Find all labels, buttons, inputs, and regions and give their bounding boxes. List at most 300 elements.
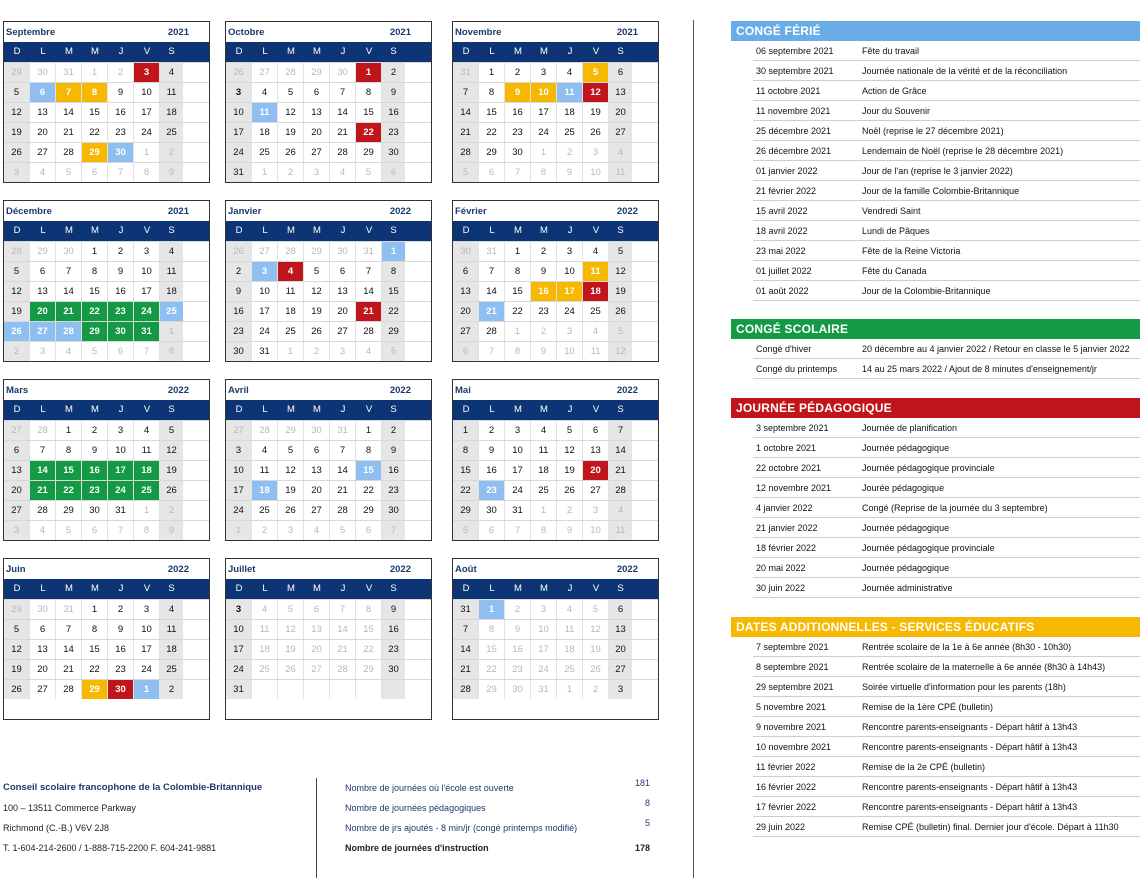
day-cell: 6 xyxy=(453,262,479,281)
day-cell: 27 xyxy=(583,481,609,500)
month-calendar-3 xyxy=(3,200,210,362)
day-cell: 30 xyxy=(382,143,405,162)
day-cell: 23 xyxy=(531,302,557,321)
day-cell: 9 xyxy=(557,163,583,182)
day-cell: 6 xyxy=(4,441,30,460)
day-cell: 2 xyxy=(531,242,557,261)
event-description: Jourée pédagogique xyxy=(862,483,945,493)
day-cell: 2 xyxy=(278,163,304,182)
day-cell: 3 xyxy=(531,63,557,82)
day-cell: 12 xyxy=(278,461,304,480)
day-cell: 7 xyxy=(134,342,160,361)
day-cell: 24 xyxy=(531,123,557,142)
day-cell: 13 xyxy=(30,282,56,301)
day-cell: 5 xyxy=(278,83,304,102)
day-cell: 30 xyxy=(226,342,252,361)
event-date: Congé du printemps xyxy=(756,364,838,374)
event-row xyxy=(753,141,1140,161)
day-cell: 4 xyxy=(252,600,278,619)
event-date: 18 février 2022 xyxy=(756,543,817,553)
day-cell: 23 xyxy=(108,302,134,321)
event-date: 22 octobre 2021 xyxy=(756,463,822,473)
day-cell: 8 xyxy=(531,521,557,540)
weekday-label: M xyxy=(514,46,522,57)
day-cell: 5 xyxy=(583,63,609,82)
day-cell: 2 xyxy=(505,63,531,82)
stat-value: 8 xyxy=(644,798,650,808)
day-cell: 22 xyxy=(82,660,108,679)
weekday-label: L xyxy=(40,225,46,236)
stat-row xyxy=(345,780,650,800)
month-year: 2022 xyxy=(389,563,411,575)
calendar-grid xyxy=(0,0,680,720)
day-cell: 28 xyxy=(56,322,82,341)
day-cell: 19 xyxy=(278,640,304,659)
day-cell: 7 xyxy=(108,163,134,182)
week-row xyxy=(4,440,209,460)
day-cell: 23 xyxy=(82,481,108,500)
stat-label: Nombre de journées où l'école est ouverte xyxy=(345,783,514,793)
day-cell: 11 xyxy=(583,342,609,361)
day-cell: 4 xyxy=(531,421,557,440)
weekday-label: S xyxy=(617,225,624,236)
event-date: Congé d'hiver xyxy=(756,344,812,354)
event-row xyxy=(753,777,1140,797)
day-cell: 10 xyxy=(134,620,160,639)
day-cell: 4 xyxy=(609,143,632,162)
day-cell: 8 xyxy=(382,262,405,281)
week-row xyxy=(226,659,431,679)
weekday-label: V xyxy=(365,404,373,415)
event-date: 18 avril 2022 xyxy=(756,226,808,236)
day-cell: 4 xyxy=(160,600,183,619)
day-cell: 3 xyxy=(4,521,30,540)
day-cell: 2 xyxy=(108,242,134,261)
day-cell: 11 xyxy=(557,83,583,102)
event-row xyxy=(753,121,1140,141)
day-cell: 6 xyxy=(30,83,56,102)
day-cell: 10 xyxy=(557,262,583,281)
day-cell: 14 xyxy=(330,620,356,639)
day-cell: 23 xyxy=(382,123,405,142)
event-lists xyxy=(731,0,1140,891)
week-row xyxy=(4,62,209,82)
weekday-label: M xyxy=(287,583,295,594)
week-row xyxy=(453,500,658,520)
day-cell: 6 xyxy=(356,521,382,540)
day-cell: 10 xyxy=(226,461,252,480)
month-year: 2022 xyxy=(167,384,189,396)
day-cell: 1 xyxy=(82,63,108,82)
weekday-label: S xyxy=(390,404,397,415)
day-cell: 26 xyxy=(4,322,30,341)
month-year: 2022 xyxy=(167,563,189,575)
day-cell: 29 xyxy=(382,322,405,341)
day-cell: 1 xyxy=(56,421,82,440)
day-cell: 1 xyxy=(278,342,304,361)
day-cell: 17 xyxy=(134,640,160,659)
day-cell: 23 xyxy=(108,123,134,142)
day-cell: 17 xyxy=(252,302,278,321)
event-date: 11 novembre 2021 xyxy=(756,106,831,116)
day-cell: 31 xyxy=(56,600,82,619)
event-date: 3 septembre 2021 xyxy=(756,423,829,433)
day-cell: 28 xyxy=(453,143,479,162)
weekday-label: L xyxy=(262,583,268,594)
day-cell: 15 xyxy=(505,282,531,301)
day-cell: 27 xyxy=(30,322,56,341)
day-count-summary xyxy=(345,780,650,860)
day-cell: 4 xyxy=(252,83,278,102)
weekday-label: S xyxy=(168,46,175,57)
weekday-header xyxy=(226,400,431,420)
weekday-label: S xyxy=(168,225,175,236)
month-calendar-10 xyxy=(225,558,432,720)
day-cell: 14 xyxy=(453,103,479,122)
day-cell: 5 xyxy=(557,421,583,440)
day-cell: 3 xyxy=(108,421,134,440)
footer-divider xyxy=(316,778,317,878)
day-cell: 29 xyxy=(4,600,30,619)
event-section-0 xyxy=(731,21,1140,301)
event-row xyxy=(753,737,1140,757)
weekday-label: S xyxy=(390,46,397,57)
day-cell: 24 xyxy=(505,481,531,500)
day-cell: 8 xyxy=(505,262,531,281)
day-cell: 4 xyxy=(356,342,382,361)
day-cell: 19 xyxy=(4,660,30,679)
weekday-label: M xyxy=(65,404,73,415)
weekday-label: J xyxy=(118,46,124,57)
day-cell: 29 xyxy=(82,143,108,162)
day-cell: 25 xyxy=(531,481,557,500)
day-cell: 9 xyxy=(479,441,505,460)
day-cell: 24 xyxy=(252,322,278,341)
day-cell: 3 xyxy=(583,143,609,162)
day-cell: 8 xyxy=(160,342,183,361)
day-cell: 26 xyxy=(583,660,609,679)
day-cell: 12 xyxy=(278,620,304,639)
day-cell: 2 xyxy=(505,600,531,619)
week-row xyxy=(453,659,658,679)
day-cell: 17 xyxy=(557,282,583,301)
day-cell: 9 xyxy=(108,262,134,281)
weekday-label: M xyxy=(287,404,295,415)
day-cell: 6 xyxy=(304,600,330,619)
day-cell: 12 xyxy=(304,282,330,301)
event-date: 01 janvier 2022 xyxy=(756,166,818,176)
day-cell: 19 xyxy=(557,461,583,480)
day-cell: 8 xyxy=(134,521,160,540)
day-cell: 20 xyxy=(304,481,330,500)
day-cell: 23 xyxy=(505,123,531,142)
day-cell: 2 xyxy=(557,143,583,162)
month-title xyxy=(4,201,209,221)
day-cell: 29 xyxy=(304,63,330,82)
weekday-label: M xyxy=(514,225,522,236)
day-cell: 3 xyxy=(278,521,304,540)
weekday-label: L xyxy=(40,583,46,594)
week-row xyxy=(226,679,431,699)
event-date: 12 novembre 2021 xyxy=(756,483,832,493)
day-cell: 14 xyxy=(56,282,82,301)
event-date: 8 septembre 2021 xyxy=(756,662,829,672)
day-cell: 30 xyxy=(30,600,56,619)
day-cell: 19 xyxy=(583,640,609,659)
day-cell: 29 xyxy=(479,680,505,699)
stat-row xyxy=(345,840,650,860)
event-description: Action de Grâce xyxy=(862,86,927,96)
day-cell: 28 xyxy=(278,63,304,82)
day-cell: 11 xyxy=(583,262,609,281)
day-cell: 26 xyxy=(609,302,632,321)
day-cell: 14 xyxy=(30,461,56,480)
day-cell: 20 xyxy=(304,640,330,659)
weekday-label: D xyxy=(462,583,470,594)
day-cell xyxy=(252,680,278,699)
day-cell: 6 xyxy=(583,421,609,440)
weekday-label: D xyxy=(235,225,243,236)
day-cell: 18 xyxy=(160,640,183,659)
day-cell: 7 xyxy=(56,262,82,281)
day-cell: 9 xyxy=(382,600,405,619)
event-section-1 xyxy=(731,319,1140,379)
day-cell: 7 xyxy=(30,441,56,460)
day-cell: 5 xyxy=(382,342,405,361)
weekday-header xyxy=(4,400,209,420)
day-cell: 13 xyxy=(30,640,56,659)
day-cell: 17 xyxy=(226,640,252,659)
day-cell: 6 xyxy=(382,163,405,182)
day-cell: 30 xyxy=(56,242,82,261)
stat-label: Nombre de journées d'instruction xyxy=(345,843,489,853)
day-cell: 29 xyxy=(356,143,382,162)
day-cell: 19 xyxy=(609,282,632,301)
event-description: Journée pédagogique provinciale xyxy=(862,543,995,553)
month-calendar-6 xyxy=(3,379,210,541)
weekday-label: D xyxy=(13,404,21,415)
week-row xyxy=(226,261,431,281)
day-cell: 7 xyxy=(330,441,356,460)
day-cell: 16 xyxy=(505,640,531,659)
day-cell: 11 xyxy=(134,441,160,460)
event-description: Journée administrative xyxy=(862,583,953,593)
event-description: Journée nationale de la vérité et de la réconciliation xyxy=(862,66,1068,76)
week-row xyxy=(4,281,209,301)
day-cell: 29 xyxy=(356,501,382,520)
week-row xyxy=(4,261,209,281)
day-cell xyxy=(356,680,382,699)
weekday-label: L xyxy=(262,46,268,57)
day-cell: 26 xyxy=(583,123,609,142)
week-row xyxy=(4,102,209,122)
day-cell: 31 xyxy=(226,680,252,699)
day-cell: 25 xyxy=(252,143,278,162)
day-cell: 8 xyxy=(479,83,505,102)
day-cell: 27 xyxy=(252,242,278,261)
day-cell: 10 xyxy=(226,620,252,639)
month-calendar-5 xyxy=(452,200,659,362)
day-cell: 6 xyxy=(609,63,632,82)
day-cell: 23 xyxy=(382,481,405,500)
week-row xyxy=(453,460,658,480)
week-row xyxy=(4,599,209,619)
day-cell: 28 xyxy=(330,501,356,520)
event-row xyxy=(753,201,1140,221)
week-row xyxy=(4,162,209,182)
day-cell: 4 xyxy=(252,441,278,460)
day-cell: 24 xyxy=(134,123,160,142)
month-name: Janvier xyxy=(228,205,262,217)
day-cell: 11 xyxy=(160,83,183,102)
day-cell: 3 xyxy=(226,600,252,619)
day-cell: 1 xyxy=(557,680,583,699)
day-cell: 27 xyxy=(609,123,632,142)
stat-row xyxy=(345,800,650,820)
day-cell xyxy=(330,680,356,699)
month-title xyxy=(4,559,209,579)
week-row xyxy=(453,321,658,341)
day-cell: 12 xyxy=(557,441,583,460)
day-cell: 10 xyxy=(505,441,531,460)
day-cell: 3 xyxy=(505,421,531,440)
day-cell: 27 xyxy=(4,501,30,520)
day-cell: 18 xyxy=(583,282,609,301)
weekday-label: M xyxy=(91,46,99,57)
weekday-label: V xyxy=(143,404,151,415)
day-cell: 31 xyxy=(479,242,505,261)
week-row xyxy=(4,301,209,321)
week-row xyxy=(4,639,209,659)
day-cell: 18 xyxy=(252,123,278,142)
weekday-label: M xyxy=(313,46,321,57)
day-cell: 22 xyxy=(479,123,505,142)
day-cell xyxy=(382,680,405,699)
day-cell: 5 xyxy=(453,163,479,182)
event-description: Rentrée scolaire de la 1e à 6e année (8h30 - 10h30) xyxy=(862,642,1072,652)
day-cell: 1 xyxy=(505,242,531,261)
day-cell: 21 xyxy=(453,660,479,679)
event-row xyxy=(753,81,1140,101)
day-cell: 10 xyxy=(531,83,557,102)
day-cell: 12 xyxy=(160,441,183,460)
event-date: 01 août 2022 xyxy=(756,286,809,296)
weekday-label: J xyxy=(118,404,124,415)
day-cell: 21 xyxy=(356,302,382,321)
day-cell: 2 xyxy=(557,501,583,520)
day-cell: 7 xyxy=(453,83,479,102)
day-cell: 15 xyxy=(479,640,505,659)
day-cell: 15 xyxy=(382,282,405,301)
day-cell: 3 xyxy=(134,600,160,619)
day-cell: 17 xyxy=(134,103,160,122)
day-cell: 30 xyxy=(330,63,356,82)
event-description: Lendemain de Noël (reprise le 28 décembre 2021) xyxy=(862,146,1064,156)
day-cell: 3 xyxy=(609,680,632,699)
day-cell: 4 xyxy=(557,63,583,82)
day-cell: 2 xyxy=(82,421,108,440)
day-cell: 16 xyxy=(382,461,405,480)
day-cell: 24 xyxy=(557,302,583,321)
day-cell: 9 xyxy=(108,620,134,639)
week-row xyxy=(453,440,658,460)
day-cell: 28 xyxy=(330,660,356,679)
address-line-2: Richmond (C.-B.) V6V 2J8 xyxy=(3,823,110,833)
weekday-header xyxy=(453,579,658,599)
day-cell: 30 xyxy=(505,680,531,699)
day-cell: 31 xyxy=(134,322,160,341)
day-cell: 15 xyxy=(82,640,108,659)
day-cell: 7 xyxy=(505,163,531,182)
week-row xyxy=(4,122,209,142)
event-date: 30 septembre 2021 xyxy=(756,66,834,76)
week-row xyxy=(453,599,658,619)
day-cell: 17 xyxy=(134,282,160,301)
week-row xyxy=(226,321,431,341)
week-row xyxy=(4,341,209,361)
weekday-label: V xyxy=(143,583,151,594)
day-cell: 2 xyxy=(108,63,134,82)
day-cell: 31 xyxy=(531,680,557,699)
day-cell: 28 xyxy=(30,421,56,440)
day-cell: 1 xyxy=(356,63,382,82)
weekday-label: M xyxy=(540,404,548,415)
day-cell: 18 xyxy=(252,640,278,659)
day-cell: 5 xyxy=(278,600,304,619)
weekday-label: J xyxy=(118,583,124,594)
event-row xyxy=(753,538,1140,558)
day-cell: 29 xyxy=(453,501,479,520)
event-row xyxy=(753,41,1140,61)
month-title xyxy=(226,22,431,42)
day-cell: 1 xyxy=(134,680,160,699)
weekday-label: V xyxy=(365,46,373,57)
event-description: Remise de la 1ère CPÉ (bulletin) xyxy=(862,702,994,712)
day-cell: 2 xyxy=(531,322,557,341)
day-cell: 3 xyxy=(557,242,583,261)
event-description: Jour de l'an (reprise le 3 janvier 2022) xyxy=(862,166,1013,176)
month-title xyxy=(453,22,658,42)
day-cell: 6 xyxy=(304,441,330,460)
event-date: 21 janvier 2022 xyxy=(756,523,818,533)
week-row xyxy=(4,241,209,261)
day-cell: 6 xyxy=(304,83,330,102)
event-description: Jour de la Colombie-Britannique xyxy=(862,286,991,296)
event-date: 5 novembre 2021 xyxy=(756,702,827,712)
week-row xyxy=(226,460,431,480)
day-cell: 21 xyxy=(453,123,479,142)
month-calendar-4 xyxy=(225,200,432,362)
day-cell: 16 xyxy=(382,103,405,122)
day-cell: 26 xyxy=(557,481,583,500)
day-cell: 13 xyxy=(583,441,609,460)
weekday-label: J xyxy=(340,225,346,236)
weekday-label: M xyxy=(91,404,99,415)
day-cell: 10 xyxy=(226,103,252,122)
day-cell: 3 xyxy=(226,83,252,102)
day-cell: 7 xyxy=(505,521,531,540)
day-cell: 13 xyxy=(304,461,330,480)
weekday-label: L xyxy=(262,404,268,415)
day-cell: 19 xyxy=(160,461,183,480)
day-cell: 1 xyxy=(226,521,252,540)
weekday-label: D xyxy=(13,46,21,57)
day-cell: 3 xyxy=(30,342,56,361)
event-description: Vendredi Saint xyxy=(862,206,921,216)
day-cell: 22 xyxy=(382,302,405,321)
day-cell: 6 xyxy=(108,342,134,361)
day-cell: 21 xyxy=(479,302,505,321)
